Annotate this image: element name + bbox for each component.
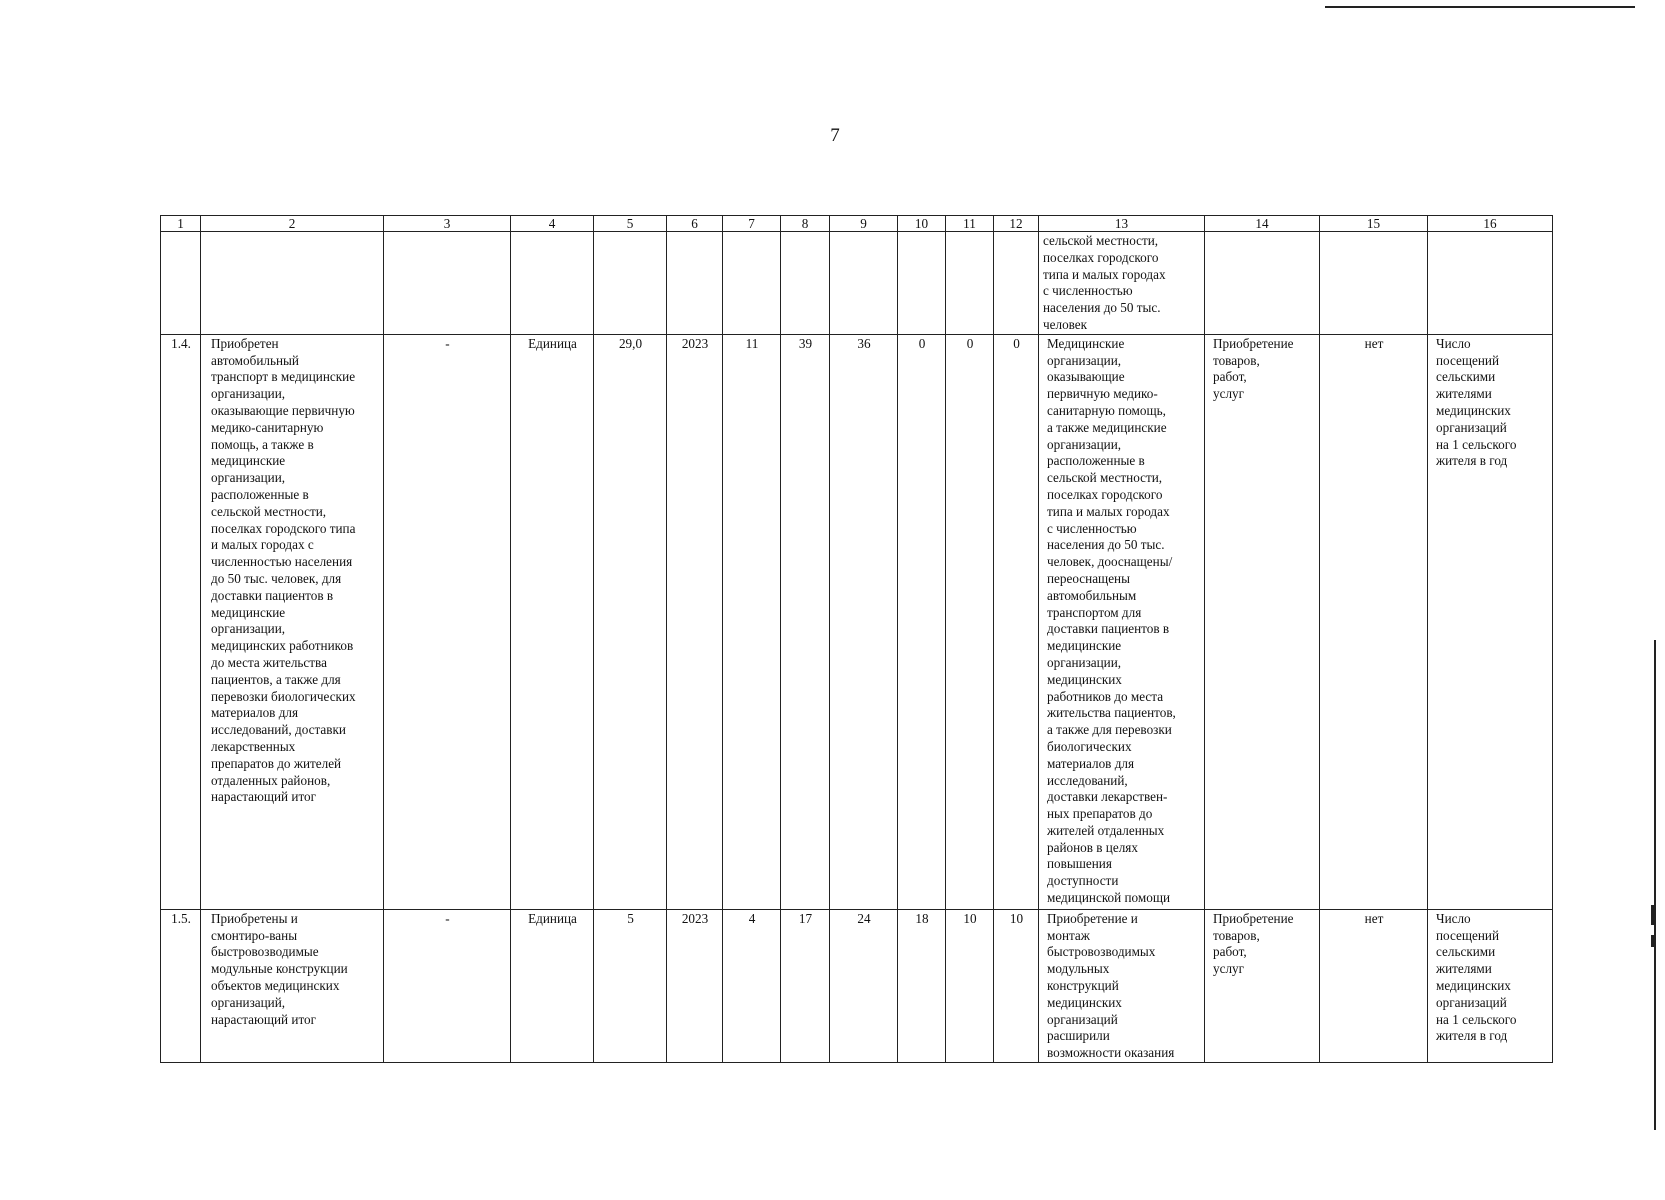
column-header: 16 [1428, 216, 1553, 232]
column-header: 12 [994, 216, 1039, 232]
page-number: 7 [830, 125, 840, 146]
cell-col16: Число посещений сельскими жителями медицинских организаций на 1 сельского жителя в год [1428, 334, 1553, 909]
column-header: 3 [384, 216, 511, 232]
cell-description: сельской местности, поселках городского типа и малых городах с численностью населения до 50 тыс. человек [1039, 232, 1205, 335]
column-header: 7 [723, 216, 781, 232]
cell-result-name [201, 232, 384, 335]
cell-col12 [994, 232, 1039, 335]
top-edge-rule [1325, 6, 1635, 8]
cell-number: 1.5. [161, 909, 201, 1062]
scan-edge-mark [1651, 935, 1656, 947]
column-header: 8 [781, 216, 830, 232]
scan-edge-mark [1654, 640, 1656, 1130]
cell-col3 [384, 232, 511, 335]
cell-col7 [723, 232, 781, 335]
cell-col10: 0 [898, 334, 946, 909]
cell-col7: 11 [723, 334, 781, 909]
column-header: 5 [594, 216, 667, 232]
cell-col12: 10 [994, 909, 1039, 1062]
cell-col10: 18 [898, 909, 946, 1062]
column-header: 13 [1039, 216, 1205, 232]
column-header: 9 [830, 216, 898, 232]
cell-year: 2023 [667, 334, 723, 909]
cell-unit [511, 232, 594, 335]
cell-col9: 24 [830, 909, 898, 1062]
table-row-1-4 [161, 334, 1553, 909]
cell-col12: 0 [994, 334, 1039, 909]
column-number-header-row [161, 216, 1553, 232]
column-header: 11 [946, 216, 994, 232]
cell-col8: 39 [781, 334, 830, 909]
table-row-1-5 [161, 909, 1553, 1062]
table-row-continuation [161, 232, 1553, 335]
cell-col5: 29,0 [594, 334, 667, 909]
cell-col10 [898, 232, 946, 335]
column-header: 4 [511, 216, 594, 232]
cell-col11: 10 [946, 909, 994, 1062]
cell-col7: 4 [723, 909, 781, 1062]
cell-col3: - [384, 334, 511, 909]
column-header: 1 [161, 216, 201, 232]
column-header: 2 [201, 216, 384, 232]
document-table-container [160, 215, 1552, 1063]
cell-result-name: Приобретены и смонтиро-ваны быстровозводимые модульные конструкции объектов медицинских организаций, нарастающий итог [201, 909, 384, 1062]
cell-col11 [946, 232, 994, 335]
cell-col9: 36 [830, 334, 898, 909]
column-header: 10 [898, 216, 946, 232]
column-header: 15 [1320, 216, 1428, 232]
cell-col15: нет [1320, 909, 1428, 1062]
cell-col8 [781, 232, 830, 335]
cell-col8: 17 [781, 909, 830, 1062]
cell-col16 [1428, 232, 1553, 335]
cell-description: Медицинские организации, оказывающие первичную медико- санитарную помощь, а также медицинские организации, расположенные в сельской местности, поселках городского типа и малых городах с численностью населения до 50 тыс. человек, дооснащены/ переоснащены автомобильным транспортом для доставки пациентов в медицинские организации, медицинских работников до места жительства пациентов, а также для перевозки биологических материалов для исследований, доставки лекарствен- ных препаратов до жителей отдаленных районов в целях повышения доступности медицинской помощи [1039, 334, 1205, 909]
cell-col14: Приобретение товаров, работ, услуг [1205, 334, 1320, 909]
cell-year: 2023 [667, 909, 723, 1062]
column-header: 14 [1205, 216, 1320, 232]
cell-year [667, 232, 723, 335]
document-table [160, 215, 1553, 1063]
cell-number [161, 232, 201, 335]
cell-col15 [1320, 232, 1428, 335]
cell-col5 [594, 232, 667, 335]
cell-col14 [1205, 232, 1320, 335]
scan-edge-mark [1651, 905, 1656, 925]
cell-result-name: Приобретен автомобильный транспорт в медицинские организации, оказывающие первичную медико-санитарную помощь, а также в медицинские организации, расположенные в сельской местности, поселках городского типа и малых городах с численностью населения до 50 тыс. человек, для доставки пациентов в медицинские организации, медицинских работников до места жительства пациентов, а также для перевозки биологических материалов для исследований, доставки лекарственных препаратов до жителей отдаленных районов, нарастающий итог [201, 334, 384, 909]
cell-col3: - [384, 909, 511, 1062]
cell-col11: 0 [946, 334, 994, 909]
cell-col9 [830, 232, 898, 335]
cell-unit: Единица [511, 909, 594, 1062]
column-header: 6 [667, 216, 723, 232]
cell-col5: 5 [594, 909, 667, 1062]
cell-col16: Число посещений сельскими жителями медицинских организаций на 1 сельского жителя в год [1428, 909, 1553, 1062]
cell-col15: нет [1320, 334, 1428, 909]
cell-col14: Приобретение товаров, работ, услуг [1205, 909, 1320, 1062]
cell-number: 1.4. [161, 334, 201, 909]
cell-description: Приобретение и монтаж быстровозводимых модульных конструкций медицинских организаций расширили возможности оказания [1039, 909, 1205, 1062]
cell-unit: Единица [511, 334, 594, 909]
